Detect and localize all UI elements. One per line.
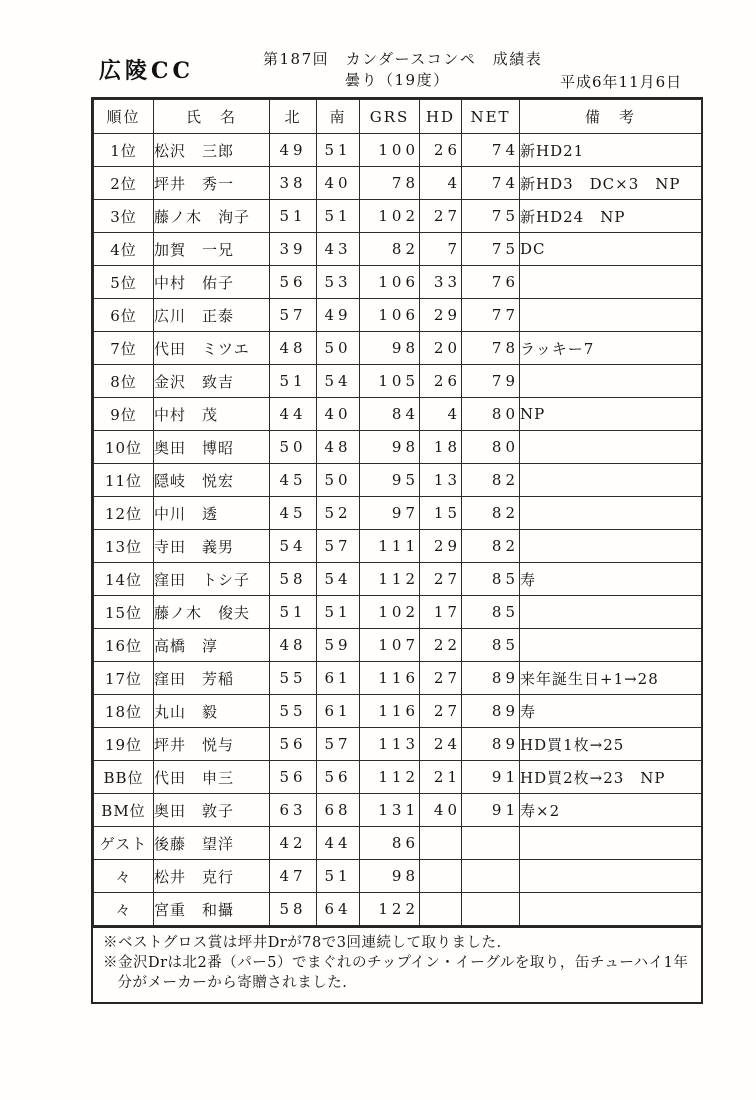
name-cell: 代田 ミツエ <box>154 332 270 365</box>
name-cell: 隠岐 悦宏 <box>154 464 270 497</box>
table-row <box>94 398 702 431</box>
table-row <box>94 662 702 695</box>
grs-cell: 82 <box>360 233 420 266</box>
table-row <box>94 134 702 167</box>
north-cell: 50 <box>270 431 317 464</box>
grs-cell: 116 <box>360 695 420 728</box>
south-cell: 50 <box>317 332 360 365</box>
table-row <box>94 893 702 926</box>
rank-cell: 々 <box>94 860 154 893</box>
rank-cell: 5位 <box>94 266 154 299</box>
hd-cell: 15 <box>420 497 462 530</box>
north-cell: 56 <box>270 728 317 761</box>
remark-cell <box>520 629 702 662</box>
table-row <box>94 860 702 893</box>
south-cell: 57 <box>317 530 360 563</box>
rank-cell: 18位 <box>94 695 154 728</box>
remark-cell: ラッキー7 <box>520 332 702 365</box>
net-cell: 85 <box>462 629 520 662</box>
hd-cell: 4 <box>420 167 462 200</box>
north-cell: 47 <box>270 860 317 893</box>
name-cell: 松井 克行 <box>154 860 270 893</box>
hd-cell: 20 <box>420 332 462 365</box>
north-cell: 58 <box>270 563 317 596</box>
south-cell: 53 <box>317 266 360 299</box>
remark-cell <box>520 497 702 530</box>
header-rank: 順位 <box>94 100 154 134</box>
header-row <box>94 100 702 134</box>
table-row <box>94 761 702 794</box>
name-cell: 奥田 敦子 <box>154 794 270 827</box>
net-cell: 76 <box>462 266 520 299</box>
name-cell: 加賀 一兄 <box>154 233 270 266</box>
south-cell: 54 <box>317 563 360 596</box>
south-cell: 61 <box>317 695 360 728</box>
table-row <box>94 530 702 563</box>
net-cell <box>462 893 520 926</box>
net-cell: 80 <box>462 398 520 431</box>
table-row <box>94 794 702 827</box>
table-row <box>94 233 702 266</box>
grs-cell: 95 <box>360 464 420 497</box>
hd-cell: 18 <box>420 431 462 464</box>
hd-cell: 17 <box>420 596 462 629</box>
grs-cell: 86 <box>360 827 420 860</box>
grs-cell: 122 <box>360 893 420 926</box>
north-cell: 54 <box>270 530 317 563</box>
name-cell: 高橋 淳 <box>154 629 270 662</box>
north-cell: 56 <box>270 266 317 299</box>
remark-cell <box>520 365 702 398</box>
table-row <box>94 299 702 332</box>
hd-cell: 13 <box>420 464 462 497</box>
name-cell: 中川 透 <box>154 497 270 530</box>
grs-cell: 102 <box>360 200 420 233</box>
hd-cell: 7 <box>420 233 462 266</box>
south-cell: 49 <box>317 299 360 332</box>
hd-cell: 26 <box>420 365 462 398</box>
remark-cell <box>520 431 702 464</box>
grs-cell: 98 <box>360 431 420 464</box>
name-cell: 松沢 三郎 <box>154 134 270 167</box>
rank-cell: 7位 <box>94 332 154 365</box>
name-cell: 奥田 博昭 <box>154 431 270 464</box>
header-name: 氏 名 <box>154 100 270 134</box>
north-cell: 45 <box>270 464 317 497</box>
rank-cell: 6位 <box>94 299 154 332</box>
north-cell: 55 <box>270 662 317 695</box>
rank-cell: 々 <box>94 893 154 926</box>
hd-cell: 27 <box>420 563 462 596</box>
remark-cell: DC <box>520 233 702 266</box>
grs-cell: 112 <box>360 563 420 596</box>
results-table-container <box>91 97 703 1004</box>
rank-cell: 15位 <box>94 596 154 629</box>
table-row <box>94 464 702 497</box>
south-cell: 61 <box>317 662 360 695</box>
rank-cell: 14位 <box>94 563 154 596</box>
grs-cell: 78 <box>360 167 420 200</box>
hd-cell: 22 <box>420 629 462 662</box>
north-cell: 38 <box>270 167 317 200</box>
north-cell: 56 <box>270 761 317 794</box>
south-cell: 56 <box>317 761 360 794</box>
rank-cell: 1位 <box>94 134 154 167</box>
hd-cell <box>420 893 462 926</box>
table-row <box>94 266 702 299</box>
name-cell: 中村 佑子 <box>154 266 270 299</box>
name-cell: 坪井 秀一 <box>154 167 270 200</box>
net-cell <box>462 860 520 893</box>
south-cell: 57 <box>317 728 360 761</box>
hd-cell: 4 <box>420 398 462 431</box>
south-cell: 40 <box>317 398 360 431</box>
grs-cell: 102 <box>360 596 420 629</box>
rank-cell: 11位 <box>94 464 154 497</box>
name-cell: 後藤 望洋 <box>154 827 270 860</box>
name-cell: 丸山 毅 <box>154 695 270 728</box>
net-cell: 75 <box>462 233 520 266</box>
name-cell: 窪田 芳稲 <box>154 662 270 695</box>
table-row <box>94 431 702 464</box>
name-cell: 代田 申三 <box>154 761 270 794</box>
table-row <box>94 596 702 629</box>
header-south: 南 <box>317 100 360 134</box>
remark-cell <box>520 266 702 299</box>
hd-cell: 27 <box>420 695 462 728</box>
remark-cell: 新HD3 DC×3 NP <box>520 167 702 200</box>
net-cell <box>462 827 520 860</box>
header-grs: GRS <box>360 100 420 134</box>
net-cell: 80 <box>462 431 520 464</box>
hd-cell: 24 <box>420 728 462 761</box>
south-cell: 52 <box>317 497 360 530</box>
remark-cell <box>520 893 702 926</box>
header-remark: 備 考 <box>520 100 702 134</box>
remark-cell <box>520 596 702 629</box>
north-cell: 57 <box>270 299 317 332</box>
name-cell: 藤ノ木 俊夫 <box>154 596 270 629</box>
net-cell: 82 <box>462 464 520 497</box>
grs-cell: 112 <box>360 761 420 794</box>
name-cell: 藤ノ木 洵子 <box>154 200 270 233</box>
hd-cell: 27 <box>420 662 462 695</box>
remark-cell <box>520 299 702 332</box>
south-cell: 44 <box>317 827 360 860</box>
note-best-gross: ※ベストグロス賞は坪井Drが78で3回連続して取りました. <box>103 935 502 951</box>
header-net: NET <box>462 100 520 134</box>
table-row <box>94 365 702 398</box>
net-cell: 91 <box>462 761 520 794</box>
name-cell: 広川 正泰 <box>154 299 270 332</box>
notes-section <box>93 926 701 1002</box>
results-body <box>94 134 702 926</box>
name-cell: 中村 茂 <box>154 398 270 431</box>
north-cell: 44 <box>270 398 317 431</box>
grs-cell: 100 <box>360 134 420 167</box>
rank-cell: 19位 <box>94 728 154 761</box>
south-cell: 59 <box>317 629 360 662</box>
rank-cell: 4位 <box>94 233 154 266</box>
south-cell: 51 <box>317 596 360 629</box>
hd-cell <box>420 827 462 860</box>
name-cell: 窪田 トシ子 <box>154 563 270 596</box>
remark-cell: 新HD21 <box>520 134 702 167</box>
south-cell: 54 <box>317 365 360 398</box>
south-cell: 50 <box>317 464 360 497</box>
south-cell: 68 <box>317 794 360 827</box>
grs-cell: 97 <box>360 497 420 530</box>
grs-cell: 113 <box>360 728 420 761</box>
hd-cell <box>420 860 462 893</box>
net-cell: 85 <box>462 596 520 629</box>
note-eagle-prize: ※金沢Drは北2番（パー5）でまぐれのチップイン・イーグルを取り，缶チューハイ1年分がメーカーから寄贈されました. <box>103 955 689 991</box>
south-cell: 48 <box>317 431 360 464</box>
grs-cell: 131 <box>360 794 420 827</box>
remark-cell: 寿 <box>520 695 702 728</box>
hd-cell: 21 <box>420 761 462 794</box>
north-cell: 51 <box>270 200 317 233</box>
remark-cell <box>520 860 702 893</box>
south-cell: 64 <box>317 893 360 926</box>
remark-cell: 寿×2 <box>520 794 702 827</box>
weather-line: 曇り（19度） <box>345 71 450 89</box>
name-cell: 宮重 和攝 <box>154 893 270 926</box>
south-cell: 43 <box>317 233 360 266</box>
header-hd: HD <box>420 100 462 134</box>
results-table <box>93 99 702 926</box>
competition-title: 第187回 カンダースコンペ 成績表 <box>263 50 543 68</box>
table-row <box>94 167 702 200</box>
north-cell: 49 <box>270 134 317 167</box>
remark-cell <box>520 530 702 563</box>
south-cell: 51 <box>317 200 360 233</box>
net-cell: 74 <box>462 167 520 200</box>
club-name: 広陵CC <box>99 58 195 84</box>
net-cell: 82 <box>462 497 520 530</box>
rank-cell: 13位 <box>94 530 154 563</box>
net-cell: 89 <box>462 728 520 761</box>
name-cell: 坪井 悦与 <box>154 728 270 761</box>
north-cell: 42 <box>270 827 317 860</box>
grs-cell: 98 <box>360 332 420 365</box>
table-row <box>94 497 702 530</box>
net-cell: 75 <box>462 200 520 233</box>
hd-cell: 40 <box>420 794 462 827</box>
remark-cell: NP <box>520 398 702 431</box>
rank-cell: 3位 <box>94 200 154 233</box>
north-cell: 51 <box>270 596 317 629</box>
hd-cell: 29 <box>420 530 462 563</box>
remark-cell: HD買1枚→25 <box>520 728 702 761</box>
rank-cell: 10位 <box>94 431 154 464</box>
north-cell: 48 <box>270 332 317 365</box>
rank-cell: ゲスト <box>94 827 154 860</box>
net-cell: 77 <box>462 299 520 332</box>
north-cell: 48 <box>270 629 317 662</box>
name-cell: 寺田 義男 <box>154 530 270 563</box>
net-cell: 89 <box>462 695 520 728</box>
grs-cell: 84 <box>360 398 420 431</box>
hd-cell: 33 <box>420 266 462 299</box>
grs-cell: 106 <box>360 299 420 332</box>
remark-cell <box>520 464 702 497</box>
rank-cell: 8位 <box>94 365 154 398</box>
grs-cell: 98 <box>360 860 420 893</box>
north-cell: 39 <box>270 233 317 266</box>
rank-cell: BM位 <box>94 794 154 827</box>
header-north: 北 <box>270 100 317 134</box>
rank-cell: 9位 <box>94 398 154 431</box>
hd-cell: 26 <box>420 134 462 167</box>
grs-cell: 106 <box>360 266 420 299</box>
north-cell: 45 <box>270 497 317 530</box>
grs-cell: 111 <box>360 530 420 563</box>
north-cell: 55 <box>270 695 317 728</box>
table-row <box>94 332 702 365</box>
rank-cell: 17位 <box>94 662 154 695</box>
rank-cell: 2位 <box>94 167 154 200</box>
net-cell: 85 <box>462 563 520 596</box>
table-row <box>94 728 702 761</box>
net-cell: 82 <box>462 530 520 563</box>
north-cell: 51 <box>270 365 317 398</box>
table-row <box>94 695 702 728</box>
table-row <box>94 827 702 860</box>
hd-cell: 27 <box>420 200 462 233</box>
date-line: 平成6年11月6日 <box>560 73 683 91</box>
hd-cell: 29 <box>420 299 462 332</box>
south-cell: 51 <box>317 860 360 893</box>
grs-cell: 107 <box>360 629 420 662</box>
net-cell: 74 <box>462 134 520 167</box>
net-cell: 79 <box>462 365 520 398</box>
name-cell: 金沢 致吉 <box>154 365 270 398</box>
remark-cell: HD買2枚→23 NP <box>520 761 702 794</box>
net-cell: 89 <box>462 662 520 695</box>
remark-cell: 来年誕生日+1→28 <box>520 662 702 695</box>
table-row <box>94 200 702 233</box>
north-cell: 63 <box>270 794 317 827</box>
rank-cell: 12位 <box>94 497 154 530</box>
north-cell: 58 <box>270 893 317 926</box>
south-cell: 40 <box>317 167 360 200</box>
rank-cell: 16位 <box>94 629 154 662</box>
south-cell: 51 <box>317 134 360 167</box>
net-cell: 91 <box>462 794 520 827</box>
table-row <box>94 563 702 596</box>
grs-cell: 105 <box>360 365 420 398</box>
grs-cell: 116 <box>360 662 420 695</box>
table-row <box>94 629 702 662</box>
remark-cell: 寿 <box>520 563 702 596</box>
remark-cell <box>520 827 702 860</box>
remark-cell: 新HD24 NP <box>520 200 702 233</box>
rank-cell: BB位 <box>94 761 154 794</box>
net-cell: 78 <box>462 332 520 365</box>
